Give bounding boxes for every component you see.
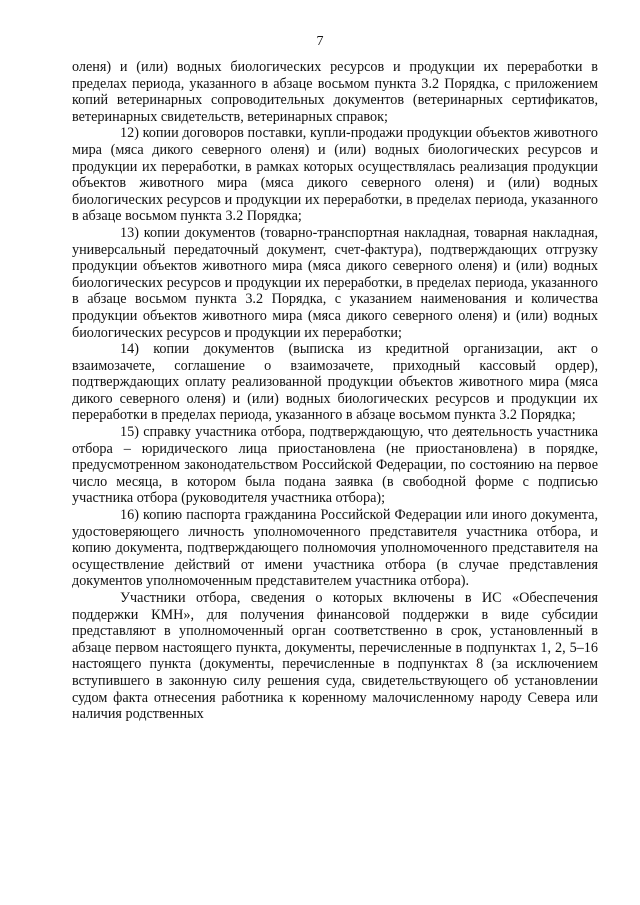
paragraph-item-12: 12) копии договоров поставки, купли-продажи продукции объектов животного мира (мяса дикого северного оленя) и (или) водных биологических ресурсов и продукции их переработки, в рамках которых осуществлялась реализация продукции объектов животного мира (мяса дикого северного оленя) и (или) водных биологических ресурсов и продукции их переработки, в пределах периода, указанного в абзаце восьмом пункта 3.2 Порядка; (72, 125, 598, 225)
page-number: 7 (316, 34, 324, 49)
paragraph-item-14: 14) копии документов (выписка из кредитной организации, акт о взаимозачете, соглашение о взаимозачете, приходный кассовый ордер), подтверждающих оплату реализованной продукции объектов животного мира (мяса дикого северного оленя) и (или) водных биологических ресурсов и продукции их переработки в пределах периода, указанного в абзаце восьмом пункта 3.2 Порядка; (72, 341, 598, 424)
paragraph-item-13: 13) копии документов (товарно-транспортная накладная, товарная накладная, универсальный передаточный документ, счет-фактура), подтверждающих отгрузку продукции объектов животного мира (мяса дикого северного оленя) и (или) водных биологических ресурсов и продукции их переработки, в пределах периода, указанного в абзаце восьмом пункта 3.2 Порядка, с указанием наименования и количества продукции объектов животного мира (мяса дикого северного оленя) и (или) водных биологических ресурсов и продукции их переработки; (72, 224, 598, 341)
paragraph-item-16: 16) копию паспорта гражданина Российской Федерации или иного документа, удостоверяющего личность уполномоченного представителя участника отбора, и копию документа, подтверждающего полномочия уполномоченного представителя на осуществление действий от имени участника отбора (в случае представления документов уполномоченным представителем участника отбора). (72, 507, 598, 590)
document-body (72, 59, 598, 723)
paragraph-continuation-item-11: оленя) и (или) водных биологических ресурсов и продукции их переработки в пределах периода, указанного в абзаце восьмом пункта 3.2 Порядка, с приложением копий ветеринарных сопроводительных документов (ветеринарных сертификатов, ветеринарных свидетельств, ветеринарных справок; (72, 59, 598, 125)
paragraph-item-15: 15) справку участника отбора, подтверждающую, что деятельность участника отбора – юридического лица приостановлена (не приостановлена) в порядке, предусмотренном законодательством Российской Федерации, по состоянию на первое число месяца, в котором была подана заявка (в свободной форме с подписью участника отбора (руководителя участника отбора); (72, 424, 598, 507)
paragraph-closing: Участники отбора, сведения о которых включены в ИС «Обеспечения поддержки КМН», для получения финансовой поддержки в виде субсидии представляют в уполномоченный орган соответственно в срок, установленный в абзаце первом настоящего пункта, документы, перечисленные в подпунктах 1, 2, 5–16 настоящего пункта (документы, перечисленные в подпунктах 8 (за исключением вступившего в законную силу решения суда, свидетельствующего об установлении судом факта отнесения работника к коренному малочисленному народу Севера или наличия родственных (72, 590, 598, 723)
